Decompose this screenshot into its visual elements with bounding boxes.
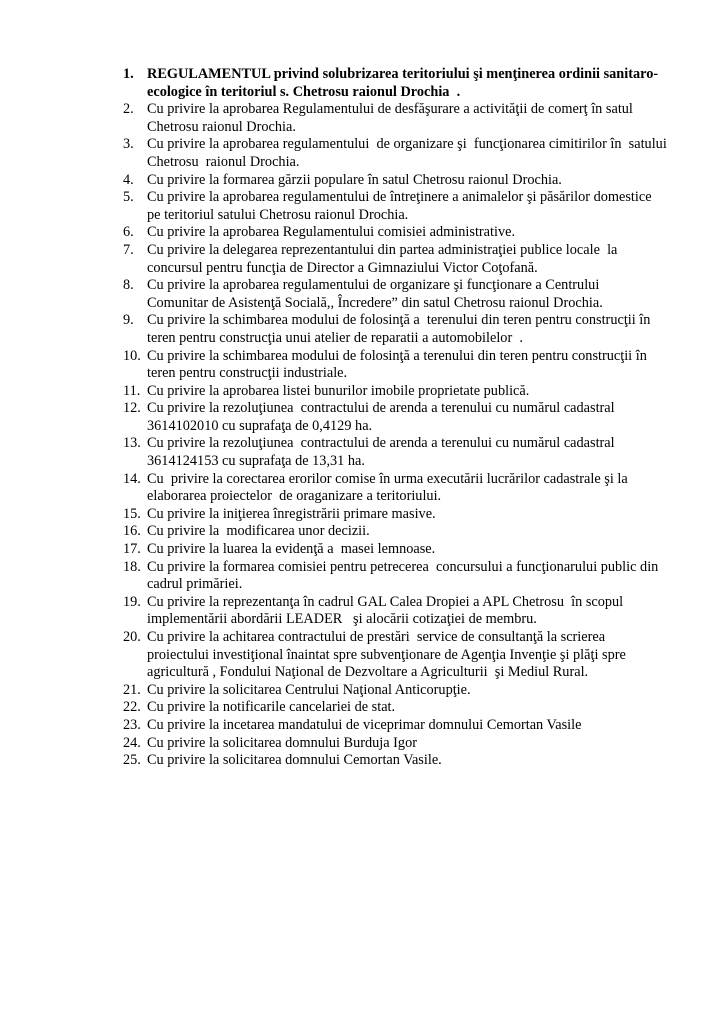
list-item xyxy=(123,506,689,524)
list-item xyxy=(123,699,689,717)
list-item xyxy=(123,682,689,700)
item-number: 5. xyxy=(123,189,134,206)
item-line: proiectului investiţional înaintat spre subvenţionare de Agenţia Invenţie şi plăţi spre xyxy=(147,646,626,663)
list-item xyxy=(123,400,689,435)
item-text xyxy=(147,277,689,312)
item-number: 22. xyxy=(123,699,141,716)
item-line: 3614124153 cu suprafaţa de 13,31 ha. xyxy=(147,453,365,470)
item-line: implementării abordării LEADER şi alocării cotizaţiei de membru. xyxy=(147,611,537,628)
item-text xyxy=(147,717,689,735)
item-line: Cu privire la rezoluţiunea contractului de arenda a terenului cu numărul cadastral xyxy=(147,400,615,417)
item-line: Cu privire la achitarea contractului de prestări service de consultanţă la scrierea xyxy=(147,629,606,645)
item-line: ecologice în teritoriul s. Chetrosu raionul Drochia . xyxy=(147,83,461,100)
item-number: 6. xyxy=(123,224,134,241)
item-line: Cu privire la aprobarea regulamentului de întreţinere a animalelor şi păsărilor domestice xyxy=(147,189,652,206)
item-line: teren pentru construcţia unui atelier de reparatii a automobilelor . xyxy=(147,329,523,346)
item-line: Cu privire la rezoluţiunea contractului de arenda a terenului cu numărul cadastral xyxy=(147,435,615,452)
item-line: Cu privire la aprobarea listei bunurilor imobile proprietate publică. xyxy=(147,382,530,399)
item-text xyxy=(147,189,689,224)
item-number: 10. xyxy=(123,347,141,364)
item-line: Cu privire la schimbarea modului de folosinţă a terenului din teren pentru construcţii în xyxy=(147,347,647,364)
item-number: 9. xyxy=(123,312,134,329)
list-item xyxy=(123,224,689,242)
list-item xyxy=(123,383,689,401)
item-number: 11. xyxy=(123,382,141,399)
item-line: Cu privire la luarea la evidenţă a masei lemnoase. xyxy=(147,541,436,558)
item-text xyxy=(147,435,689,470)
list-item xyxy=(123,277,689,312)
item-line: teren pentru construcţii industriale. xyxy=(147,365,348,382)
item-line: Cu privire la schimbarea modului de folosinţă a terenului din teren pentru construcţii în xyxy=(147,312,651,329)
item-number: 3. xyxy=(123,136,134,153)
list-item xyxy=(123,735,689,753)
item-line: Chetrosu raionul Drochia. xyxy=(147,153,300,170)
item-line: Cu privire la aprobarea regulamentului de organizare şi funcţionare a Centrului xyxy=(147,277,600,294)
item-number: 16. xyxy=(123,523,141,540)
list-item xyxy=(123,172,689,190)
item-text xyxy=(147,682,689,700)
item-number: 8. xyxy=(123,277,134,294)
item-text xyxy=(147,242,689,277)
item-line: Cu privire la incetarea mandatului de viceprimar domnului Cemortan Vasile xyxy=(147,716,582,733)
item-text xyxy=(147,629,689,682)
item-number: 13. xyxy=(123,435,141,452)
item-line: Cu privire la aprobarea regulamentului de organizare şi funcţionarea cimitirilor în satului xyxy=(147,136,667,153)
item-number: 21. xyxy=(123,681,141,698)
list-item xyxy=(123,348,689,383)
item-line: REGULAMENTUL privind solubrizarea teritoriului şi menţinerea ordinii sanitaro- xyxy=(147,66,659,82)
item-line: Comunitar de Asistenţă Socială,, Încredere” din satul Chetrosu raionul Drochia. xyxy=(147,294,603,311)
list-item xyxy=(123,541,689,559)
item-text xyxy=(147,383,689,401)
item-number: 18. xyxy=(123,558,141,575)
list-item xyxy=(123,717,689,735)
item-number: 20. xyxy=(123,629,141,645)
list-item xyxy=(123,471,689,506)
list-item xyxy=(123,752,689,770)
list-item xyxy=(123,523,689,541)
item-text xyxy=(147,172,689,190)
item-text xyxy=(147,559,689,594)
item-line: Cu privire la formarea comisiei pentru petrecerea concursului a funcţionarului public din xyxy=(147,558,659,575)
item-line: concursul pentru funcţia de Director a Gimnaziului Victor Coţofană. xyxy=(147,259,538,276)
item-line: 3614102010 cu suprafaţa de 0,4129 ha. xyxy=(147,417,373,434)
item-number: 23. xyxy=(123,716,141,733)
item-line: Cu privire la solicitarea Centrului Naţional Anticorupţie. xyxy=(147,681,471,698)
item-line: agricultură , Fondului Naţional de Dezvoltare a Agriculturii şi Mediul Rural. xyxy=(147,664,589,681)
list-item xyxy=(123,435,689,470)
item-number: 24. xyxy=(123,734,141,751)
item-text xyxy=(147,735,689,753)
item-text xyxy=(147,506,689,524)
item-text xyxy=(147,224,689,242)
item-line: Cu privire la solicitarea domnului Cemortan Vasile. xyxy=(147,752,442,769)
item-text xyxy=(147,594,689,629)
list-item xyxy=(123,594,689,629)
item-number: 17. xyxy=(123,541,141,558)
list-item xyxy=(123,559,689,594)
item-number: 15. xyxy=(123,505,141,522)
item-number: 12. xyxy=(123,400,141,417)
item-line: elaborarea proiectelor de oraganizare a teritoriului. xyxy=(147,488,442,505)
item-line: Cu privire la modificarea unor decizii. xyxy=(147,523,370,540)
item-number: 14. xyxy=(123,470,141,487)
item-text xyxy=(147,312,689,347)
item-line: Chetrosu raionul Drochia. xyxy=(147,118,296,135)
item-text xyxy=(147,66,689,101)
item-number: 4. xyxy=(123,171,134,188)
list-item xyxy=(123,136,689,171)
list-item xyxy=(123,101,689,136)
decision-list xyxy=(123,66,689,770)
list-item xyxy=(123,629,689,682)
list-item xyxy=(123,66,689,101)
item-text xyxy=(147,101,689,136)
item-text xyxy=(147,400,689,435)
item-text xyxy=(147,348,689,383)
item-number: 19. xyxy=(123,593,141,610)
item-number: 25. xyxy=(123,752,141,769)
item-line: Cu privire la notificarile cancelariei de stat. xyxy=(147,699,396,716)
item-line: pe teritoriul satului Chetrosu raionul Drochia. xyxy=(147,206,409,223)
item-line: Cu privire la formarea gărzii populare în satul Chetrosu raionul Drochia. xyxy=(147,171,562,188)
item-text xyxy=(147,523,689,541)
item-line: Cu privire la solicitarea domnului Burduja Igor xyxy=(147,734,417,751)
item-line: Cu privire la iniţierea înregistrării primare masive. xyxy=(147,505,436,522)
list-item xyxy=(123,242,689,277)
item-line: cadrul primăriei. xyxy=(147,576,243,593)
list-item xyxy=(123,312,689,347)
item-number: 7. xyxy=(123,241,134,258)
item-line: Cu privire la aprobarea Regulamentului de desfăşurare a activităţii de comerţ în satul xyxy=(147,101,633,118)
item-line: Cu privire la corectarea erorilor comise în urma executării lucrărilor cadastrale şi la xyxy=(147,470,628,487)
list-item xyxy=(123,189,689,224)
item-line: Cu privire la delegarea reprezentantului din partea administraţiei publice locale la xyxy=(147,241,618,258)
item-line: Cu privire la reprezentanţa în cadrul GAL Calea Dropiei a APL Chetrosu în scopul xyxy=(147,593,624,610)
item-line: Cu privire la aprobarea Regulamentului comisiei administrative. xyxy=(147,224,516,241)
item-text xyxy=(147,541,689,559)
item-text xyxy=(147,136,689,171)
item-number: 1. xyxy=(123,66,134,82)
item-text xyxy=(147,752,689,770)
item-text xyxy=(147,699,689,717)
item-number: 2. xyxy=(123,101,134,118)
item-text xyxy=(147,471,689,506)
